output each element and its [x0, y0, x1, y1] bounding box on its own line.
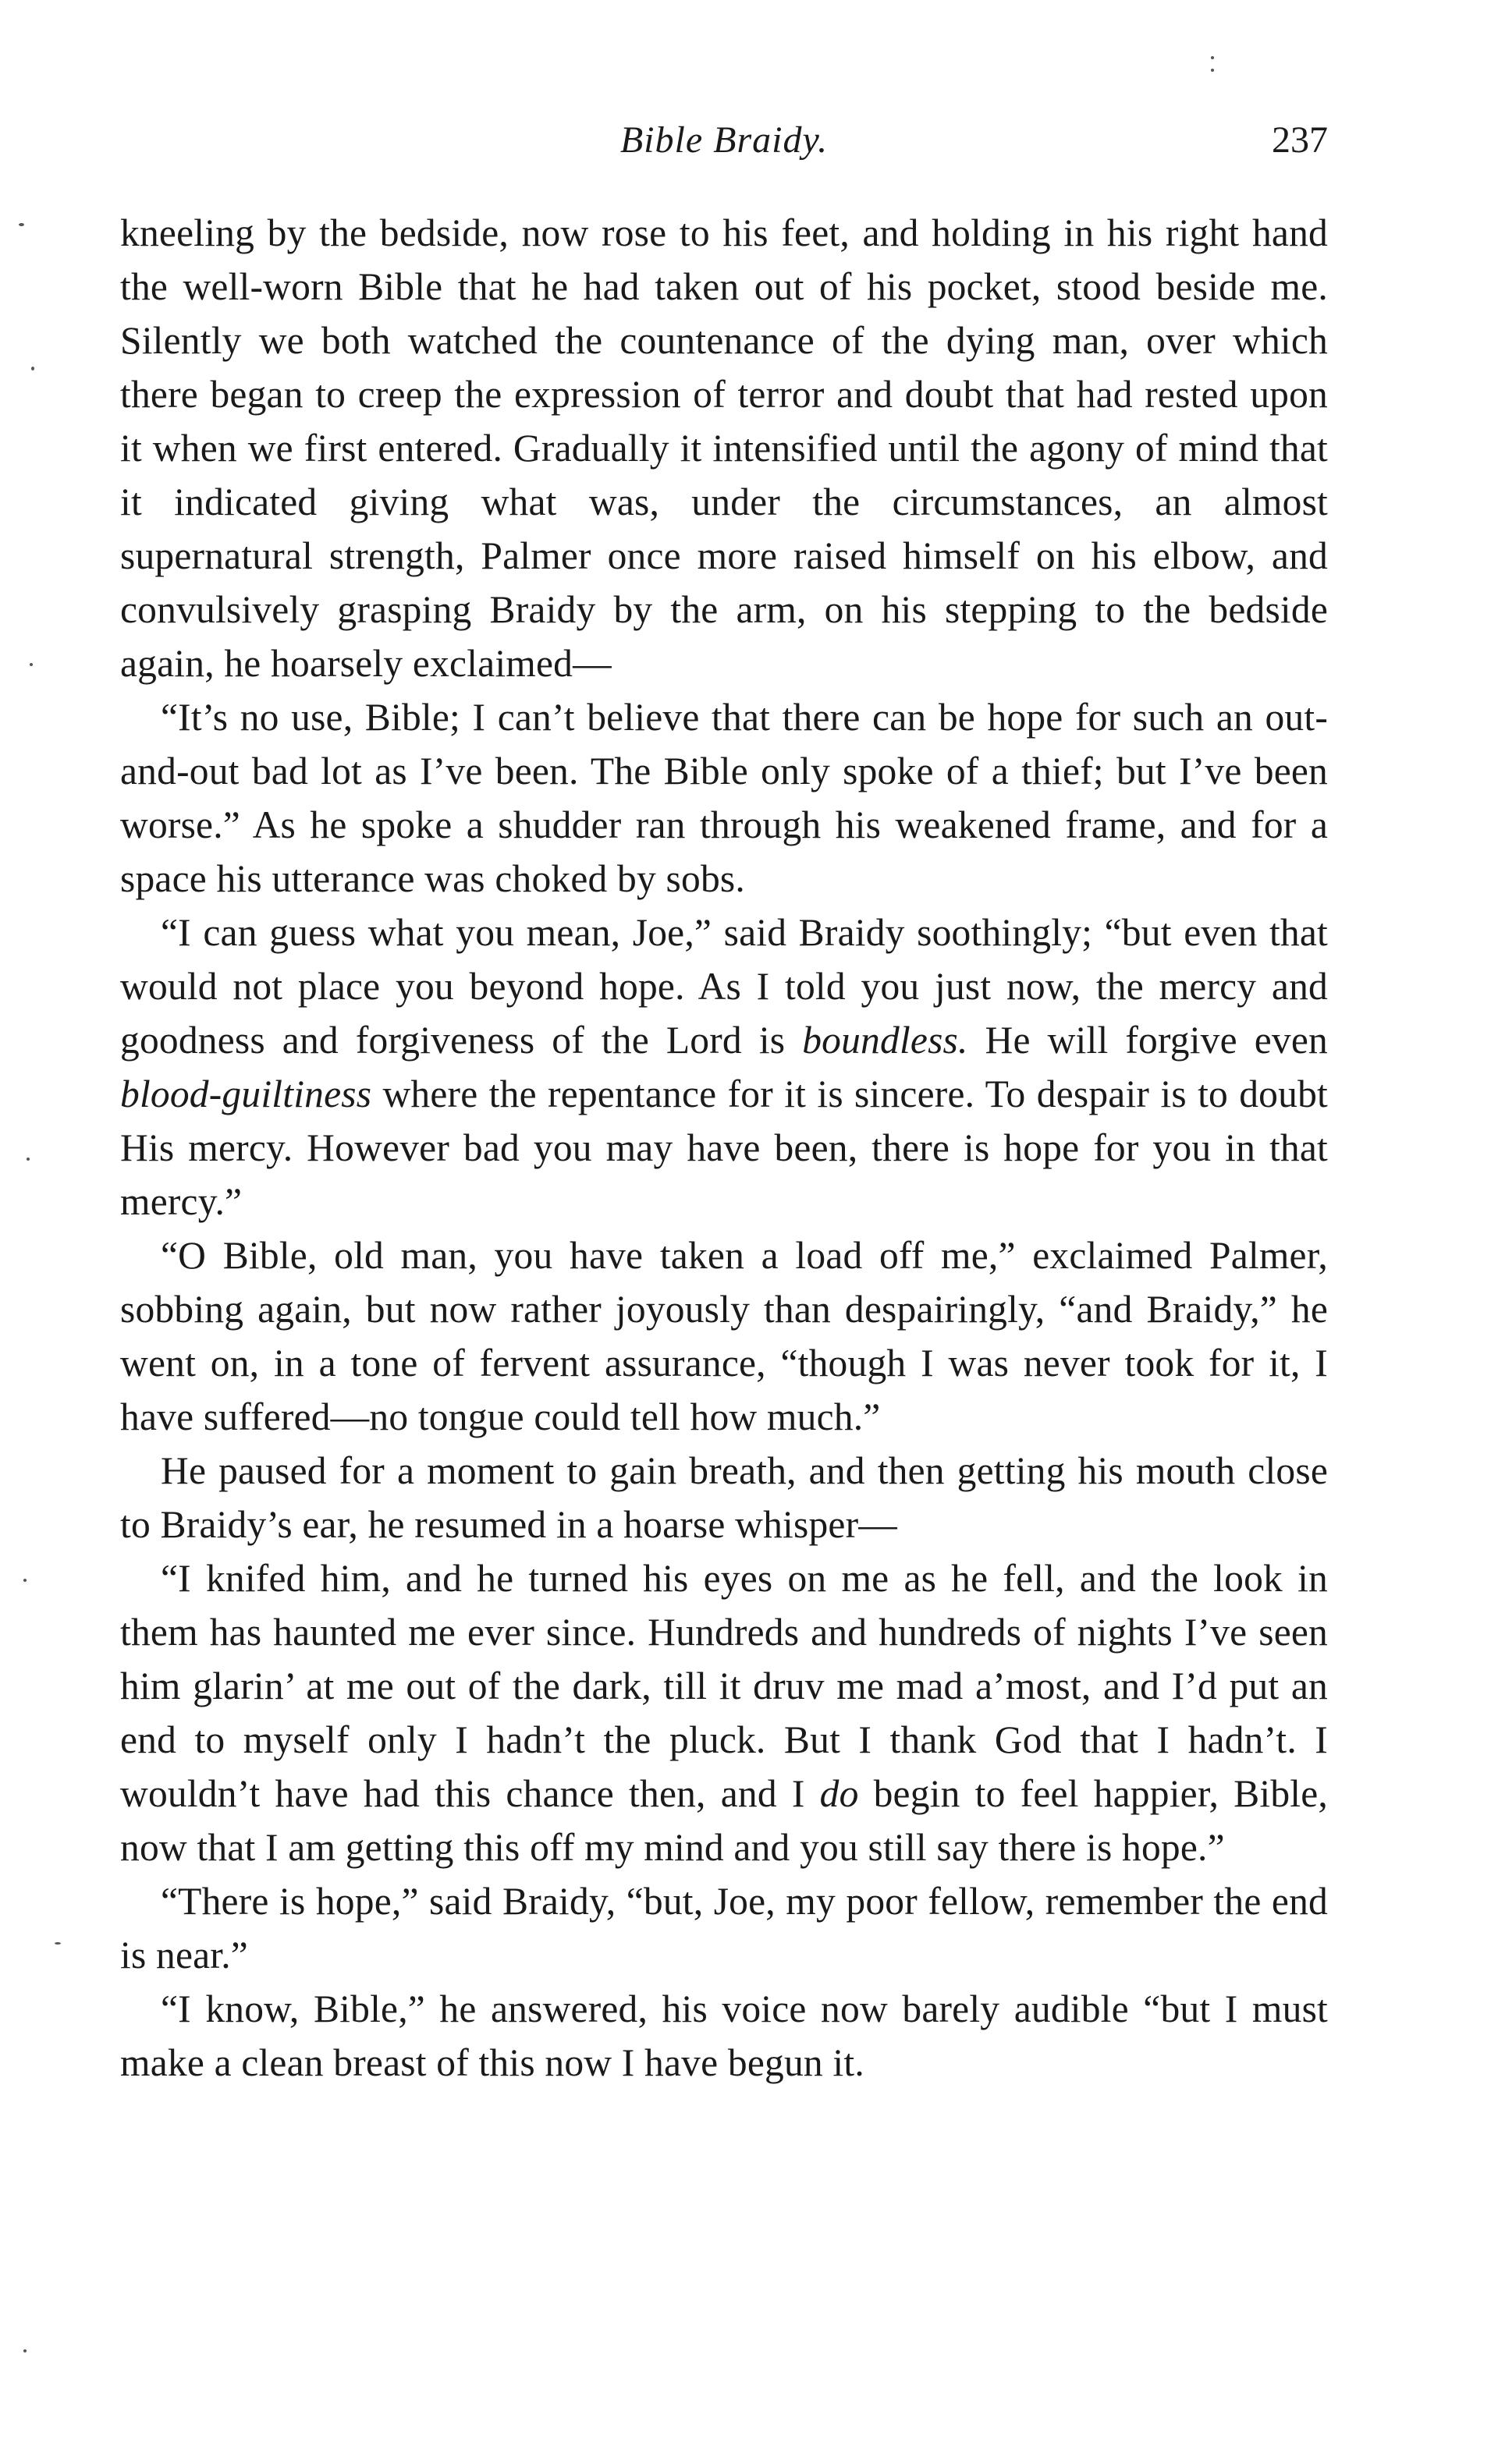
- text-segment: “I know, Bible,” he answered, his voice now barely audible “but I must make a clean breast of this now I have begun it.: [120, 1987, 1328, 2084]
- page-header: [120, 117, 1328, 172]
- text-segment: begin to feel happier, Bible, now that I am getting this off my mind and you still say there is hope.”: [120, 1772, 1329, 1869]
- text-segment: He will forgive even: [967, 1019, 1328, 1062]
- print-speck: [1211, 56, 1214, 59]
- italic-emphasis: boundless.: [802, 1019, 968, 1062]
- book-page: [120, 117, 1328, 2090]
- paragraph: [120, 906, 1328, 1228]
- paragraph: [120, 1444, 1328, 1551]
- print-speck: [1211, 69, 1214, 72]
- print-speck: [30, 663, 33, 666]
- text-segment: “It’s no use, Bible; I can’t believe that there can be hope for such an out-and-out bad lot as I’ve been. The Bible only spoke of a thief; but I’ve been worse.” As he spoke a shudder ran through his weakened frame, and for a space his utterance was choked by sobs.: [120, 696, 1328, 900]
- running-title: Bible Braidy.: [619, 119, 829, 161]
- print-speck: [19, 223, 24, 226]
- paragraph: [120, 690, 1328, 906]
- paragraph: [120, 1982, 1328, 2090]
- paragraph: [120, 206, 1328, 690]
- text-segment: “I knifed him, and he turned his eyes on me as he fell, and the look in them has haunted me ever since. Hundreds and hundreds of nights I’ve seen him glarin’ at me out of the dark, till it druv me mad a’most, and I’d put an end to myself only I hadn’t the pluck. But I thank God that I hadn’t. I wouldn’t have had this chance then, and I: [120, 1557, 1328, 1815]
- text-segment: kneeling by the bedside, now rose to his feet, and holding in his right hand the well-worn Bible that he had taken out of his pocket, stood beside me. Silently we both watched the countenance of the dying man, over which there began to creep the expression of terror and doubt that had rested upon it when we first entered. Gradually it intensified until the agony of mind that it indicated giving what was, under the circumstances, an almost supernatural strength, Palmer once more raised himself on his elbow, and convulsively grasping Braidy by the arm, on his stepping to the bedside again, he hoarsely exclaimed—: [120, 211, 1328, 685]
- text-segment: “O Bible, old man, you have taken a load off me,” exclaimed Palmer, sobbing again, but now rather joyously than despairingly, “and Braidy,” he went on, in a tone of fervent assurance, “though I was never took for it, I have suffered—no tongue could tell how much.”: [120, 1234, 1328, 1438]
- text-segment: where the repentance for it is sincere. To despair is to doubt His mercy. However bad you may have been, there is hope for you in that mercy.”: [120, 1072, 1328, 1223]
- print-speck: [55, 1942, 61, 1945]
- print-speck: [27, 1158, 30, 1161]
- page-number: 237: [1272, 119, 1328, 161]
- text-segment: He paused for a moment to gain breath, and then getting his mouth close to Braidy’s ear, he resumed in a hoarse whisper—: [120, 1449, 1328, 1546]
- italic-emphasis: do: [819, 1772, 859, 1815]
- print-speck: [23, 1579, 27, 1582]
- print-speck: [23, 2349, 27, 2352]
- print-speck: [31, 367, 34, 370]
- italic-emphasis: blood-guiltiness: [120, 1072, 372, 1115]
- text-segment: “I can guess what you mean, Joe,” said Braidy soothingly; “but even that would not place you beyond hope. As I told you just now, the mercy and goodness and forgiveness of the Lord is: [120, 911, 1328, 1062]
- paragraph: [120, 1228, 1328, 1444]
- text-segment: “There is hope,” said Braidy, “but, Joe, my poor fellow, remember the end is near.”: [120, 1880, 1328, 1977]
- paragraph: [120, 1874, 1328, 1982]
- paragraph: [120, 1551, 1328, 1874]
- body-text: [120, 206, 1328, 2090]
